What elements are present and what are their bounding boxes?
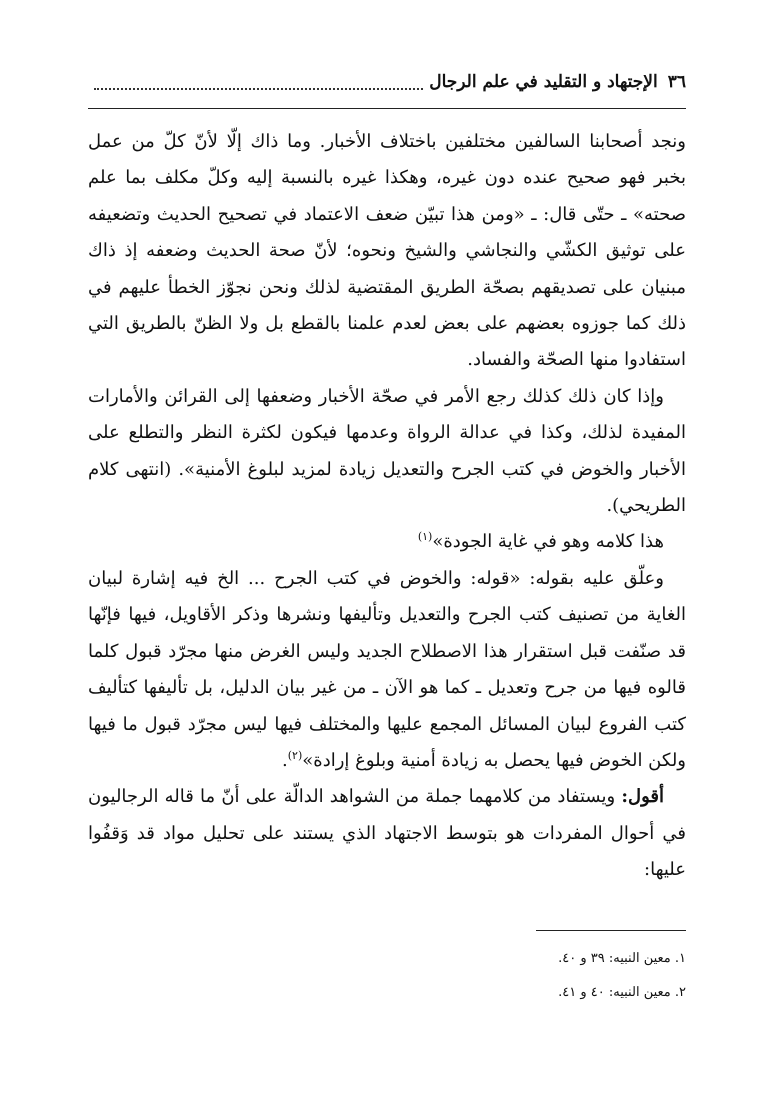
paragraph-4: وعلّق عليه بقوله: «قوله: والخوض في كتب الجرح ... الخ فيه إشارة لبيان الغاية من تصنيف كتب الجرح والتعديل وتأليفها ونشرها وذكر الأقاويل، فيها فإنّها قد صنّفت قبل استقرار هذا الاصطلاح الجديد وليس الغرض منها مجرّد قبول كلما قالوه فيها من جرح وتعديل ـ كما هو الآن ـ من غير بيان الدليل، بل تأليفها كتأليف كتب الفروع لبيان المسائل المجمع عليها والمختلف فيها ليس مجرّد قبول ما فيها ولكن الخوض فيها يحصل به زيادة أمنية وبلوغ إرادة»$^{(٢)}$. bbox=[88, 567, 686, 771]
footnote-1: ١. معين النبيه: ٣٩ و ٤٠. bbox=[558, 951, 686, 966]
body-text bbox=[88, 124, 686, 889]
footnote-2: ٢. معين النبيه: ٤٠ و ٤١. bbox=[558, 985, 686, 1000]
header-dot-leader bbox=[94, 88, 423, 90]
paragraph-text: ونجد أصحابنا السالفين مختلفين باختلاف الأخبار. وما ذاك إلّا لأنّ كلّ من عمل بخبر فهو صحيح عنده دون غيره، وهكذا غيره بالنسبة إليه وكلّ مكلف بما علم صحته» ـ حتّى قال: ـ «ومن هذا تبيّن ضعف الاعتماد في تصحيح الحديث وتضعيفه على توثيق الكشّي والنجاشي والشيخ ونحوه؛ لأنّ صحة الحديث وضعفه إذ ذاك مبنيان على تصديقهم بصحّة الطريق المقتضية لذلك ونحن نجوّز الخطأ عليهم في ذلك كما جوزوه بعضهم على بعض لعدم علمنا بالقطع بل ولا الظنّ بالطريق التي استفادوا منها الصحّة والفساد. bbox=[88, 131, 686, 371]
page-number: ٣٦ bbox=[667, 72, 686, 92]
footnote-rule bbox=[536, 930, 686, 931]
header-rule bbox=[88, 108, 686, 109]
book-page bbox=[88, 62, 686, 1092]
footnote-ref-1[interactable]: (١) bbox=[417, 530, 433, 544]
paragraph-text: ويستفاد من كلامهما جملة من الشواهد الدالّة على أنّ ما قاله الرجاليون في أحوال المفردات هو بتوسط الاجتهاد الذي يستند على تحليل مواد قد وَقفُوا عليها: bbox=[88, 786, 686, 881]
paragraph-2 bbox=[88, 379, 686, 525]
paragraph-5 bbox=[88, 779, 686, 888]
page-header bbox=[88, 62, 686, 102]
paragraph-text: وعلّق عليه بقوله: «قوله: والخوض في كتب الجرح ... الخ فيه إشارة لبيان الغاية من تصنيف كتب الجرح والتعديل وتأليفها ونشرها وذكر الأقاويل، فيها فإنّها قد صنّفت قبل استقرار هذا الاصطلاح الجديد وليس الغرض منها مجرّد قبول كلما قالوه فيها من جرح وتعديل ـ كما هو الآن ـ من غير بيان الدليل، بل تأليفها كتأليف كتب الفروع لبيان المسائل المجمع عليها والمختلف فيها ليس مجرّد قبول ما فيها ولكن الخوض فيها يحصل به زيادة أمنية وبلوغ إرادة» bbox=[88, 567, 686, 771]
footnotes bbox=[88, 942, 686, 1010]
paragraph-text: هذا كلامه وهو في غاية الجودة» bbox=[432, 531, 664, 553]
paragraph-3 bbox=[88, 524, 686, 560]
paragraph-text: وإذا كان ذلك كذلك رجع الأمر في صحّة الأخبار وضعفها إلى القرائن والأمارات المفيدة لذلك، وكذا في عدالة الرواة وعدمها فيكون لكثرة النظر والتطلع على الأخبار والخوض في كتب الجرح والتعديل زيادة لمزيد لبلوغ الأمنية». (انتهى كلام الطريحي). bbox=[88, 385, 686, 517]
paragraph-lead: أقول: bbox=[621, 786, 664, 808]
running-title: الإجتهاد و التقليد في علم الرجال bbox=[429, 72, 658, 92]
paragraph-1 bbox=[88, 124, 686, 379]
footnote-ref-2[interactable]: (٢) bbox=[287, 748, 303, 762]
